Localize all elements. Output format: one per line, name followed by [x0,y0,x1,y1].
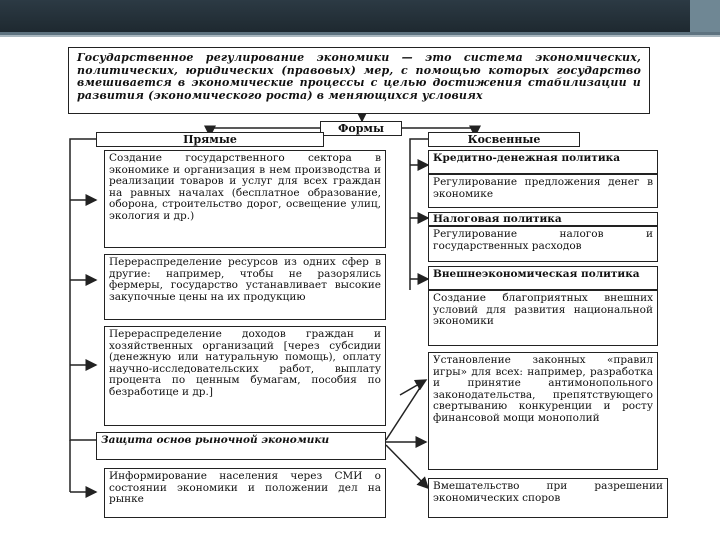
indirect-item-money-supply: Регулирование предложения денег в экономике [428,174,658,208]
direct-item-market-protection: Защита основ рыночной экономики [96,432,386,460]
direct-item-public-sector: Создание государственного сектора в экономике и организация в нем производства и реализации товаров и услуг для всех граждан на равных началах (бесплатное образование, оборона, строительство дорог, освещение улиц, экология и др.) [104,150,386,248]
direct-item-income-redistribution: Перераспределение доходов граждан и хозяйственных организаций [через субсидии (денежную или натуральную помощь), оплату научно-исследовательских работ, выплату процента по ценным бумагам, пособия по безработице и др.] [104,326,386,426]
forms-box: Формы [320,121,402,136]
indirect-item-dispute-intervention: Вмешательство при разрешении экономических споров [428,478,668,518]
indirect-forms-label: Косвенные [428,132,580,147]
definition-header: Государственное регулирование экономики — это система экономических, политических, юридических (правовых) мер, с помощью которых государство вмешивается в экономические процессы с целью достижения стабилизации и развития (экономического роста) в меняющихся условиях [68,47,650,114]
indirect-item-tax-policy: Налоговая политика [428,212,658,226]
indirect-item-tax-regulation: Регулирование налогов и государственных расходов [428,226,658,262]
indirect-item-rules-of-game: Установление законных «правил игры» для всех: например, разработка и принятие антимонопольного законодательства, препятствующего свертыванию конкуренции и росту финансовой мощи монополий [428,352,658,470]
indirect-item-external-conditions: Создание благоприятных внешних условий для развития национальной экономики [428,290,658,346]
direct-forms-label: Прямые [96,132,324,147]
indirect-item-foreign-policy: Внешнеэкономическая политика [428,266,658,290]
indirect-item-monetary-policy: Кредитно-денежная политика [428,150,658,174]
direct-item-media-informing: Информирование населения через СМИ о состоянии экономики и положении дел на рынке [104,468,386,518]
direct-item-resource-redistribution: Перераспределение ресурсов из одних сфер в другие: например, чтобы не разорялись фермеры, государство устанавливает высокие закупочные цены на их продукцию [104,254,386,320]
